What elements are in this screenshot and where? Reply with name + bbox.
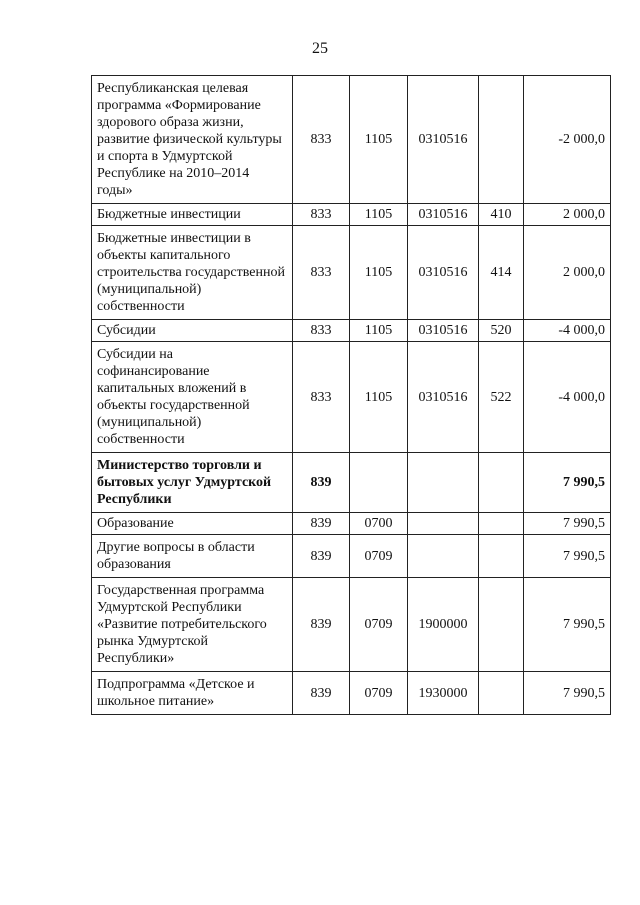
amount: 7 990,5 [524, 535, 611, 578]
target-code [408, 535, 479, 578]
section-code: 1105 [350, 204, 408, 226]
table-row [92, 76, 611, 204]
table-row [92, 513, 611, 535]
target-code [408, 513, 479, 535]
row-name: Другие вопросы в области образования [92, 535, 293, 578]
section-code: 0709 [350, 578, 408, 672]
ministry-code: 839 [293, 578, 350, 672]
expense-type-code [479, 453, 524, 513]
amount: -2 000,0 [524, 76, 611, 204]
section-code: 0700 [350, 513, 408, 535]
amount: 2 000,0 [524, 226, 611, 320]
table-row [92, 578, 611, 672]
expense-type-code: 410 [479, 204, 524, 226]
target-code [408, 453, 479, 513]
ministry-code: 839 [293, 535, 350, 578]
table-row [92, 226, 611, 320]
amount: 7 990,5 [524, 513, 611, 535]
row-name: Субсидии на софинансирование капитальных вложений в объекты государственной (муниципальной) собственности [92, 342, 293, 453]
table-row [92, 342, 611, 453]
expense-type-code: 414 [479, 226, 524, 320]
section-code [350, 453, 408, 513]
ministry-code: 833 [293, 342, 350, 453]
ministry-code: 839 [293, 453, 350, 513]
ministry-code: 833 [293, 226, 350, 320]
target-code: 1930000 [408, 672, 479, 715]
amount: 7 990,5 [524, 672, 611, 715]
expense-type-code: 520 [479, 320, 524, 342]
section-code: 0709 [350, 672, 408, 715]
amount: 2 000,0 [524, 204, 611, 226]
target-code: 0310516 [408, 226, 479, 320]
section-code: 1105 [350, 320, 408, 342]
row-name: Подпрограмма «Детское и школьное питание» [92, 672, 293, 715]
expense-type-code [479, 578, 524, 672]
target-code: 0310516 [408, 342, 479, 453]
ministry-code: 833 [293, 320, 350, 342]
amount: 7 990,5 [524, 578, 611, 672]
target-code: 1900000 [408, 578, 479, 672]
ministry-code: 833 [293, 204, 350, 226]
target-code: 0310516 [408, 320, 479, 342]
target-code: 0310516 [408, 76, 479, 204]
target-code: 0310516 [408, 204, 479, 226]
section-code: 0709 [350, 535, 408, 578]
table-row [92, 453, 611, 513]
row-name: Государственная программа Удмуртской Республики «Развитие потребительского рынка Удмуртской Республики» [92, 578, 293, 672]
expense-type-code [479, 513, 524, 535]
section-code: 1105 [350, 342, 408, 453]
ministry-code: 839 [293, 672, 350, 715]
row-name: Бюджетные инвестиции [92, 204, 293, 226]
section-code: 1105 [350, 226, 408, 320]
ministry-code: 833 [293, 76, 350, 204]
row-name: Субсидии [92, 320, 293, 342]
expense-type-code: 522 [479, 342, 524, 453]
section-code: 1105 [350, 76, 408, 204]
amount: -4 000,0 [524, 342, 611, 453]
expense-type-code [479, 76, 524, 204]
row-name: Образование [92, 513, 293, 535]
expense-type-code [479, 535, 524, 578]
table-row [92, 535, 611, 578]
table-row [92, 672, 611, 715]
budget-table [91, 75, 611, 715]
amount: 7 990,5 [524, 453, 611, 513]
table-row [92, 204, 611, 226]
page-number: 25 [312, 40, 328, 57]
row-name: Бюджетные инвестиции в объекты капитального строительства государственной (муниципальной) собственности [92, 226, 293, 320]
expense-type-code [479, 672, 524, 715]
row-name: Министерство торговли и бытовых услуг Удмуртской Республики [92, 453, 293, 513]
ministry-code: 839 [293, 513, 350, 535]
table-row [92, 320, 611, 342]
row-name: Республиканская целевая программа «Формирование здорового образа жизни, развитие физической культуры и спорта в Удмуртской Республике на 2010–2014 годы» [92, 76, 293, 204]
amount: -4 000,0 [524, 320, 611, 342]
